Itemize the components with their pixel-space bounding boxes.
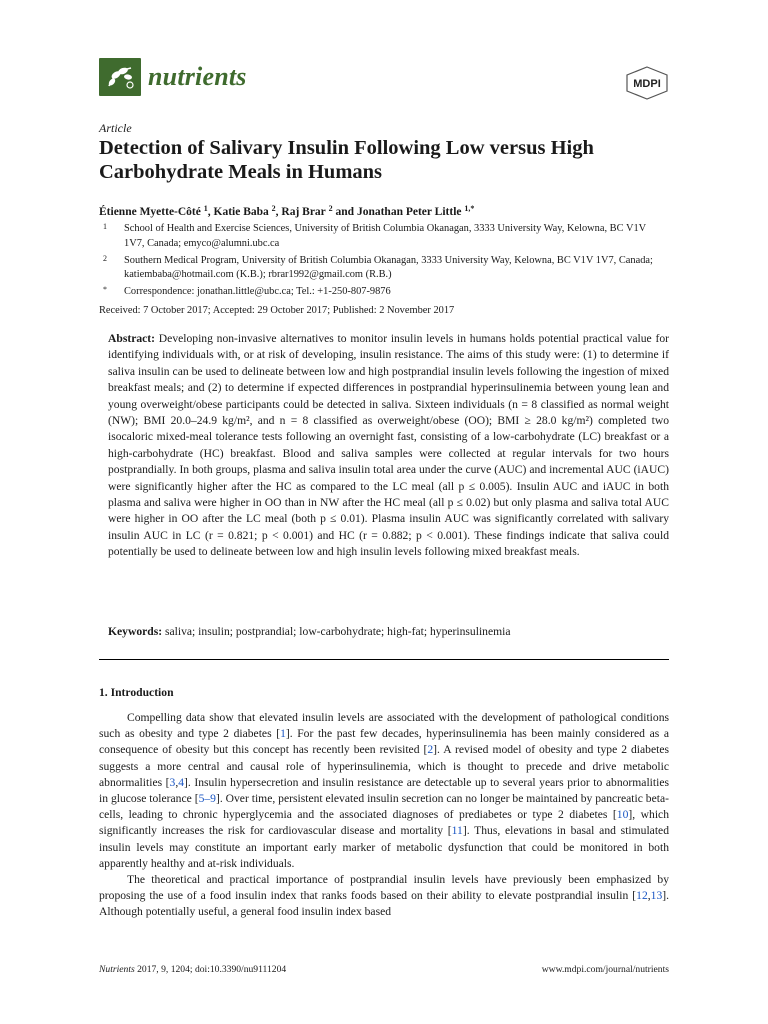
keywords xyxy=(108,625,669,638)
publisher-logo-text: MDPI xyxy=(633,78,661,90)
article-type: Article xyxy=(99,121,132,135)
body-text-run: ], which significantly increases the risk for cardiovascular disease and mortality [ xyxy=(99,808,669,838)
author-name: Katie Baba xyxy=(213,206,269,218)
keywords-label: Keywords: xyxy=(108,625,163,638)
mdpi-logo-icon xyxy=(625,66,669,100)
footer-journal: Nutrients xyxy=(99,964,135,975)
affiliation-item xyxy=(99,254,669,284)
section-divider xyxy=(99,659,669,660)
affiliation-mark: 2 xyxy=(103,253,107,263)
article-title: Detection of Salivary Insulin Following Low versus High Carbohydrate Meals in Humans xyxy=(99,137,594,183)
citation-link[interactable]: 11 xyxy=(451,824,463,838)
intro-paragraph-2 xyxy=(99,872,669,921)
author-name: Jonathan Peter Little xyxy=(356,206,462,218)
citation-link[interactable]: 1 xyxy=(280,727,286,741)
footer-url[interactable]: www.mdpi.com/journal/nutrients xyxy=(541,964,669,975)
citation-link[interactable]: 12 xyxy=(636,889,648,903)
author-affil-mark: 1 xyxy=(203,204,208,213)
body-text-run: ]. Over time, persistent elevated insulin secretion can no longer be maintained by pancreatic beta-cells, leading to chronic hyperglycemia and the associated diagnoses of prediabetes or type 2 diabetes [ xyxy=(99,792,669,822)
affiliation-mark: * xyxy=(103,285,107,295)
footer-citation xyxy=(99,964,286,975)
citation-link[interactable]: 10 xyxy=(616,808,629,822)
affiliation-item xyxy=(99,222,669,252)
affiliation-list xyxy=(99,222,669,302)
citation-link[interactable]: 2 xyxy=(427,743,434,757)
body-text-run: Compelling data show that elevated insulin levels are associated with the development of pathological conditions such as obesity and type 2 diabetes [ xyxy=(99,711,669,741)
correspondence-text: Correspondence: jonathan.little@ubc.ca; Tel.: +1-250-807-9876 xyxy=(124,286,391,298)
affiliation-item xyxy=(99,285,669,300)
author-affil-mark: 2 xyxy=(328,204,333,213)
nutrients-logo-icon xyxy=(99,58,141,96)
body-text-run: ]. For the past few decades, hyperinsulinemia has been mainly considered as a consequence of obesity but this concept has recently been revisited [ xyxy=(99,727,669,757)
author-list: Étienne Myette-Côté $^1$, Katie Baba $^2$, Raj Brar $^2$ and Jonathan Peter Little $^{1,*}$ xyxy=(99,204,475,218)
body-text-run: The theoretical and practical importance of postprandial insulin levels have previously been emphasized by proposing the use of a food insulin index that ranks foods based on their ability to elevate postprandial insulin [ xyxy=(99,873,669,903)
publication-dates: Received: 7 October 2017; Accepted: 29 October 2017; Published: 2 November 2017 xyxy=(99,305,455,316)
body-text-run: ]. Insulin hypersecretion and insulin resistance are detectable up to several years prior to abnormalities in glucose tolerance [ xyxy=(99,775,669,806)
body-text-run: ]. Thus, elevations in basal and stimulated insulin levels may constitute an important early marker of metabolic dysfunction that could be monitored in both apparently healthy and at-risk individuals. xyxy=(99,824,669,870)
body-text-run: , xyxy=(647,889,651,903)
abstract-label: Abstract: xyxy=(108,332,156,345)
citation-link[interactable]: 13 xyxy=(650,889,663,903)
affiliation-text: School of Health and Exercise Sciences, University of British Columbia Okanagan, 3333 University Way, Kelowna, BC V1V 1V7, Canada; emyco@alumni.ubc.ca xyxy=(124,223,646,249)
body-text-run: ]. A revised model of obesity and type 2 diabetes suggests a more central and causal role of hyperinsulinemia, which is thought to precede and drive metabolic abnormalities [ xyxy=(99,743,669,789)
keywords-text: saliva; insulin; postprandial; low-carbohydrate; high-fat; hyperinsulinemia xyxy=(165,625,511,638)
journal-header xyxy=(99,58,669,100)
journal-name: nutrients xyxy=(148,62,247,91)
affiliation-mark: 1 xyxy=(103,222,107,231)
body-text-run: , xyxy=(175,775,179,789)
citation-link[interactable]: 5–9 xyxy=(198,792,216,806)
abstract xyxy=(108,331,669,561)
citation-link[interactable]: 3 xyxy=(169,775,176,789)
section-heading: 1. Introduction xyxy=(99,686,174,699)
footer-citation-text: 2017, 9, 1204; doi:10.3390/nu9111204 xyxy=(134,964,287,975)
body-text-run: ]. Although potentially useful, a general food insulin index based xyxy=(99,889,669,919)
author-affil-mark: 2 xyxy=(271,204,276,213)
introduction-body xyxy=(99,710,669,921)
intro-paragraph-1 xyxy=(99,710,669,872)
citation-link[interactable]: 4 xyxy=(178,775,185,789)
author-name: Raj Brar xyxy=(281,206,326,218)
abstract-text: Developing non-invasive alternatives to monitor insulin levels in humans holds potential practical value for identifying individuals with, or at risk of developing, insulin resistance. The aims of this study were: (1) to determine if saliva insulin can be used to delineate between low and high postprandial insulin levels following the ingestion of mixed breakfast meals; and (2) to determine if expected differences in postprandial hyperinsulinemia between young lean and young overweight/obese participants could be detected in saliva. Sixteen individuals (n = 8 classified as normal weight (NW); BMI 20.0–24.9 kg/m², and n = 8 classified as overweight/obese (OO); BMI ≥ 28.0 kg/m²) completed two isocaloric mixed-meal tolerance tests following an overnight fast, consisting of a low-carbohydrate (LC) breakfast or a high-carbohydrate (HC) breakfast. Blood and saliva samples were collected at regular intervals for two hours postprandially. In both groups, plasma and saliva insulin total area under the curve (AUC) and incremental AUC (iAUC) were significantly higher after the HC as compared to the LC meal (all p ≤ 0.005). Insulin AUC and iAUC in both plasma and saliva were higher in OO than in NW after the HC meal (all p ≤ 0.02) but only plasma and saliva total AUC were higher in OO after the LC meal (both p ≤ 0.01). Plasma insulin AUC was significantly correlated with salivary insulin AUC in LC (r = 0.821; p < 0.001) and HC (r = 0.882; p < 0.001). These findings indicate that saliva could potentially be used to delineate between low and high insulin levels following mixed breakfast meals. xyxy=(108,332,669,559)
author-affil-mark: 1,* xyxy=(464,204,475,213)
affiliation-text: Southern Medical Program, University of British Columbia Okanagan, 3333 University Way, Kelowna, BC V1V 1V7, Canada; katiembaba@hotmail.com (K.B.); rbrar1992@gmail.com (R.B.) xyxy=(124,254,653,281)
author-name: Étienne Myette-Côté xyxy=(99,206,201,218)
